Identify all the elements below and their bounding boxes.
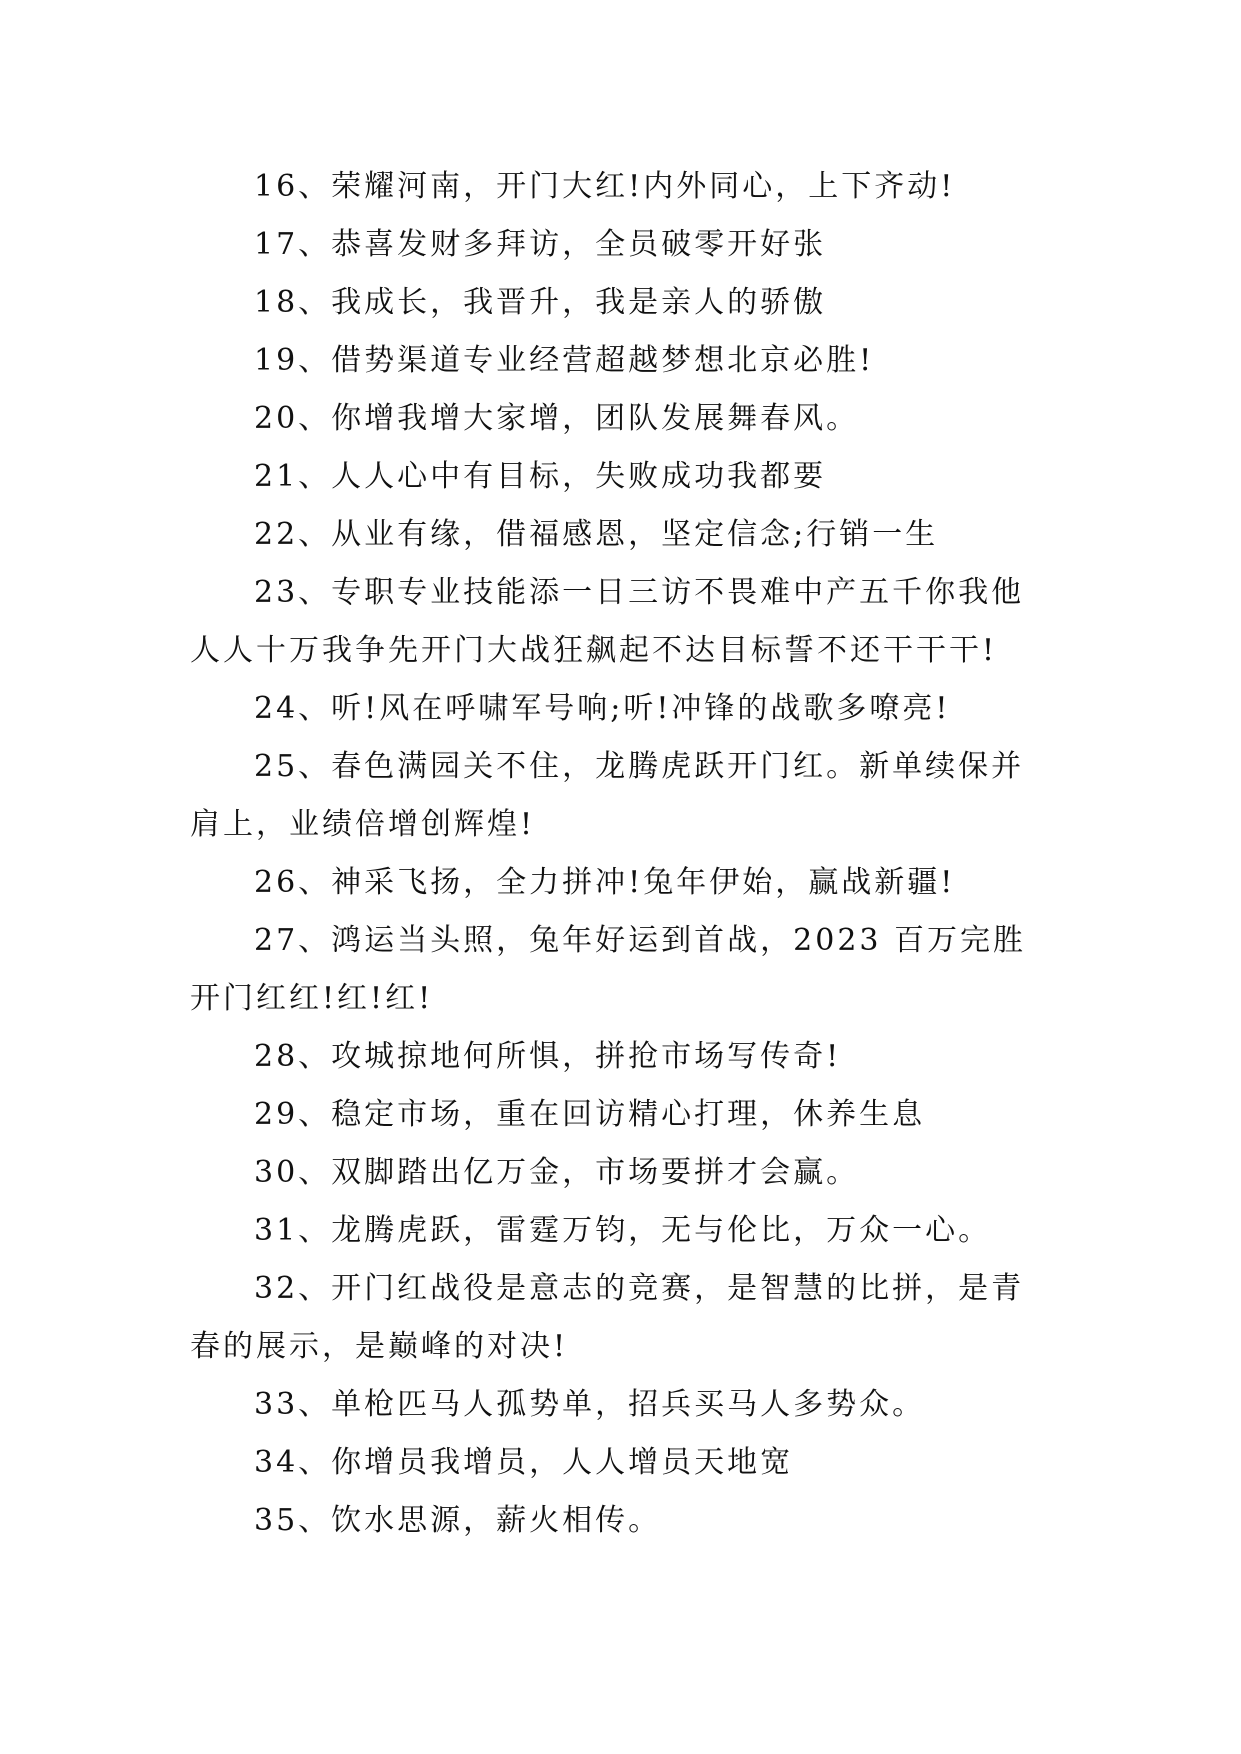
slogan-32: 32、开门红战役是意志的竞赛，是智慧的比拼，是青春的展示，是巅峰的对决! [190,1271,1025,1364]
slogan-19: 19、借势渠道专业经营超越梦想北京必胜! [254,343,875,378]
slogan-30: 30、双脚踏出亿万金，市场要拼才会赢。 [254,1155,860,1190]
slogan-28: 28、攻城掠地何所惧，拼抢市场写传奇! [254,1039,842,1074]
slogan-21: 21、人人心中有目标，失败成功我都要 [254,459,827,494]
slogan-31: 31、龙腾虎跃，雷霆万钧，无与伦比，万众一心。 [254,1213,992,1248]
slogan-33: 33、单枪匹马人孤势单，招兵买马人多势众。 [254,1387,926,1422]
slogan-34: 34、你增员我增员，人人增员天地宽 [254,1445,794,1480]
slogan-24: 24、听!风在呼啸军号响;听!冲锋的战歌多嘹亮! [254,691,951,726]
slogan-35: 35、饮水思源，薪火相传。 [254,1503,662,1538]
slogan-29: 29、稳定市场，重在回访精心打理，休养生息 [254,1097,926,1132]
slogan-16: 16、荣耀河南，开门大红!内外同心，上下齐动! [254,169,956,204]
slogan-23: 23、专职专业技能添一日三访不畏难中产五千你我他人人十万我争先开门大战狂飙起不达目标誓不还干干干! [190,575,1025,668]
slogan-27: 27、鸿运当头照，兔年好运到首战，2023 百万完胜开门红红!红!红! [190,923,1027,1016]
slogan-25: 25、春色满园关不住，龙腾虎跃开门红。新单续保并肩上，业绩倍增创辉煌! [190,749,1025,842]
slogan-17: 17、恭喜发财多拜访，全员破零开好张 [254,227,827,262]
slogan-20: 20、你增我增大家增，团队发展舞春风。 [254,401,860,436]
slogan-26: 26、神采飞扬，全力拼冲!兔年伊始，赢战新疆! [254,865,956,900]
slogan-18: 18、我成长，我晋升，我是亲人的骄傲 [254,285,827,320]
slogan-list [190,158,1055,1550]
slogan-22: 22、从业有缘，借福感恩，坚定信念;行销一生 [254,517,939,552]
